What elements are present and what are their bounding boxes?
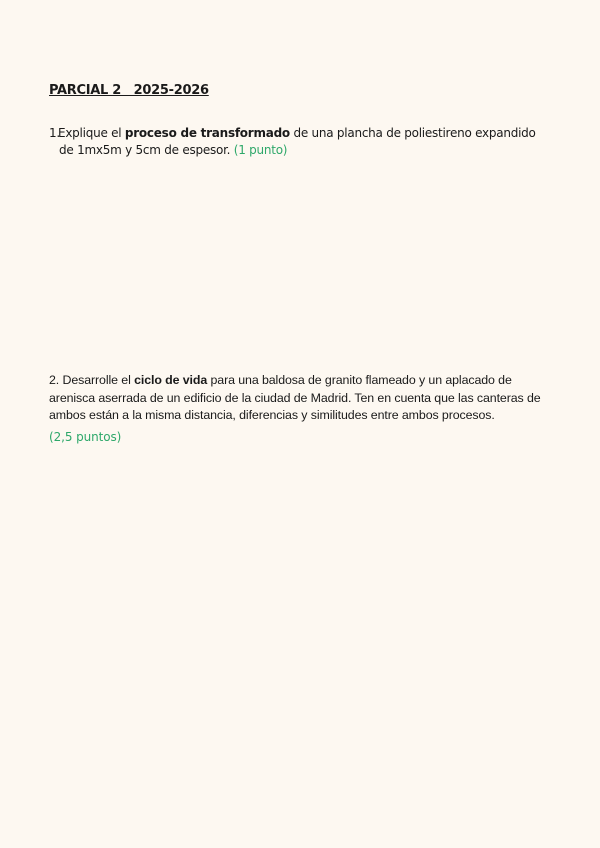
question-2-text-before: 2. Desarrolle el — [49, 373, 135, 387]
question-1-number: 1. — [49, 126, 60, 140]
question-1-line2-text: de 1mx5m y 5cm de espesor. — [59, 143, 234, 157]
question-1-text-before: Explique el — [58, 126, 125, 140]
question-1-points: (1 punto) — [233, 143, 288, 157]
question-1-bold: proceso de transformado — [124, 126, 290, 140]
question-2-bold: ciclo de vida — [134, 373, 208, 387]
question-2 — [49, 372, 554, 446]
exam-title: PARCIAL 2 2025-2026 — [49, 83, 209, 98]
question-2-points: (2,5 puntos) — [49, 429, 122, 444]
question-1-text-after: de una plancha de poliestireno expandido — [289, 126, 536, 140]
question-1-line2 — [49, 142, 549, 159]
question-2-text-after: para una baldosa de granito flameado y un aplacado de arenisca aserrada de un edificio de la ciudad de Madrid. Ten en cuenta que las canteras de ambos están a la misma distancia, diferencias y similitudes entre ambos procesos. — [49, 373, 541, 422]
question-1 — [49, 125, 549, 159]
